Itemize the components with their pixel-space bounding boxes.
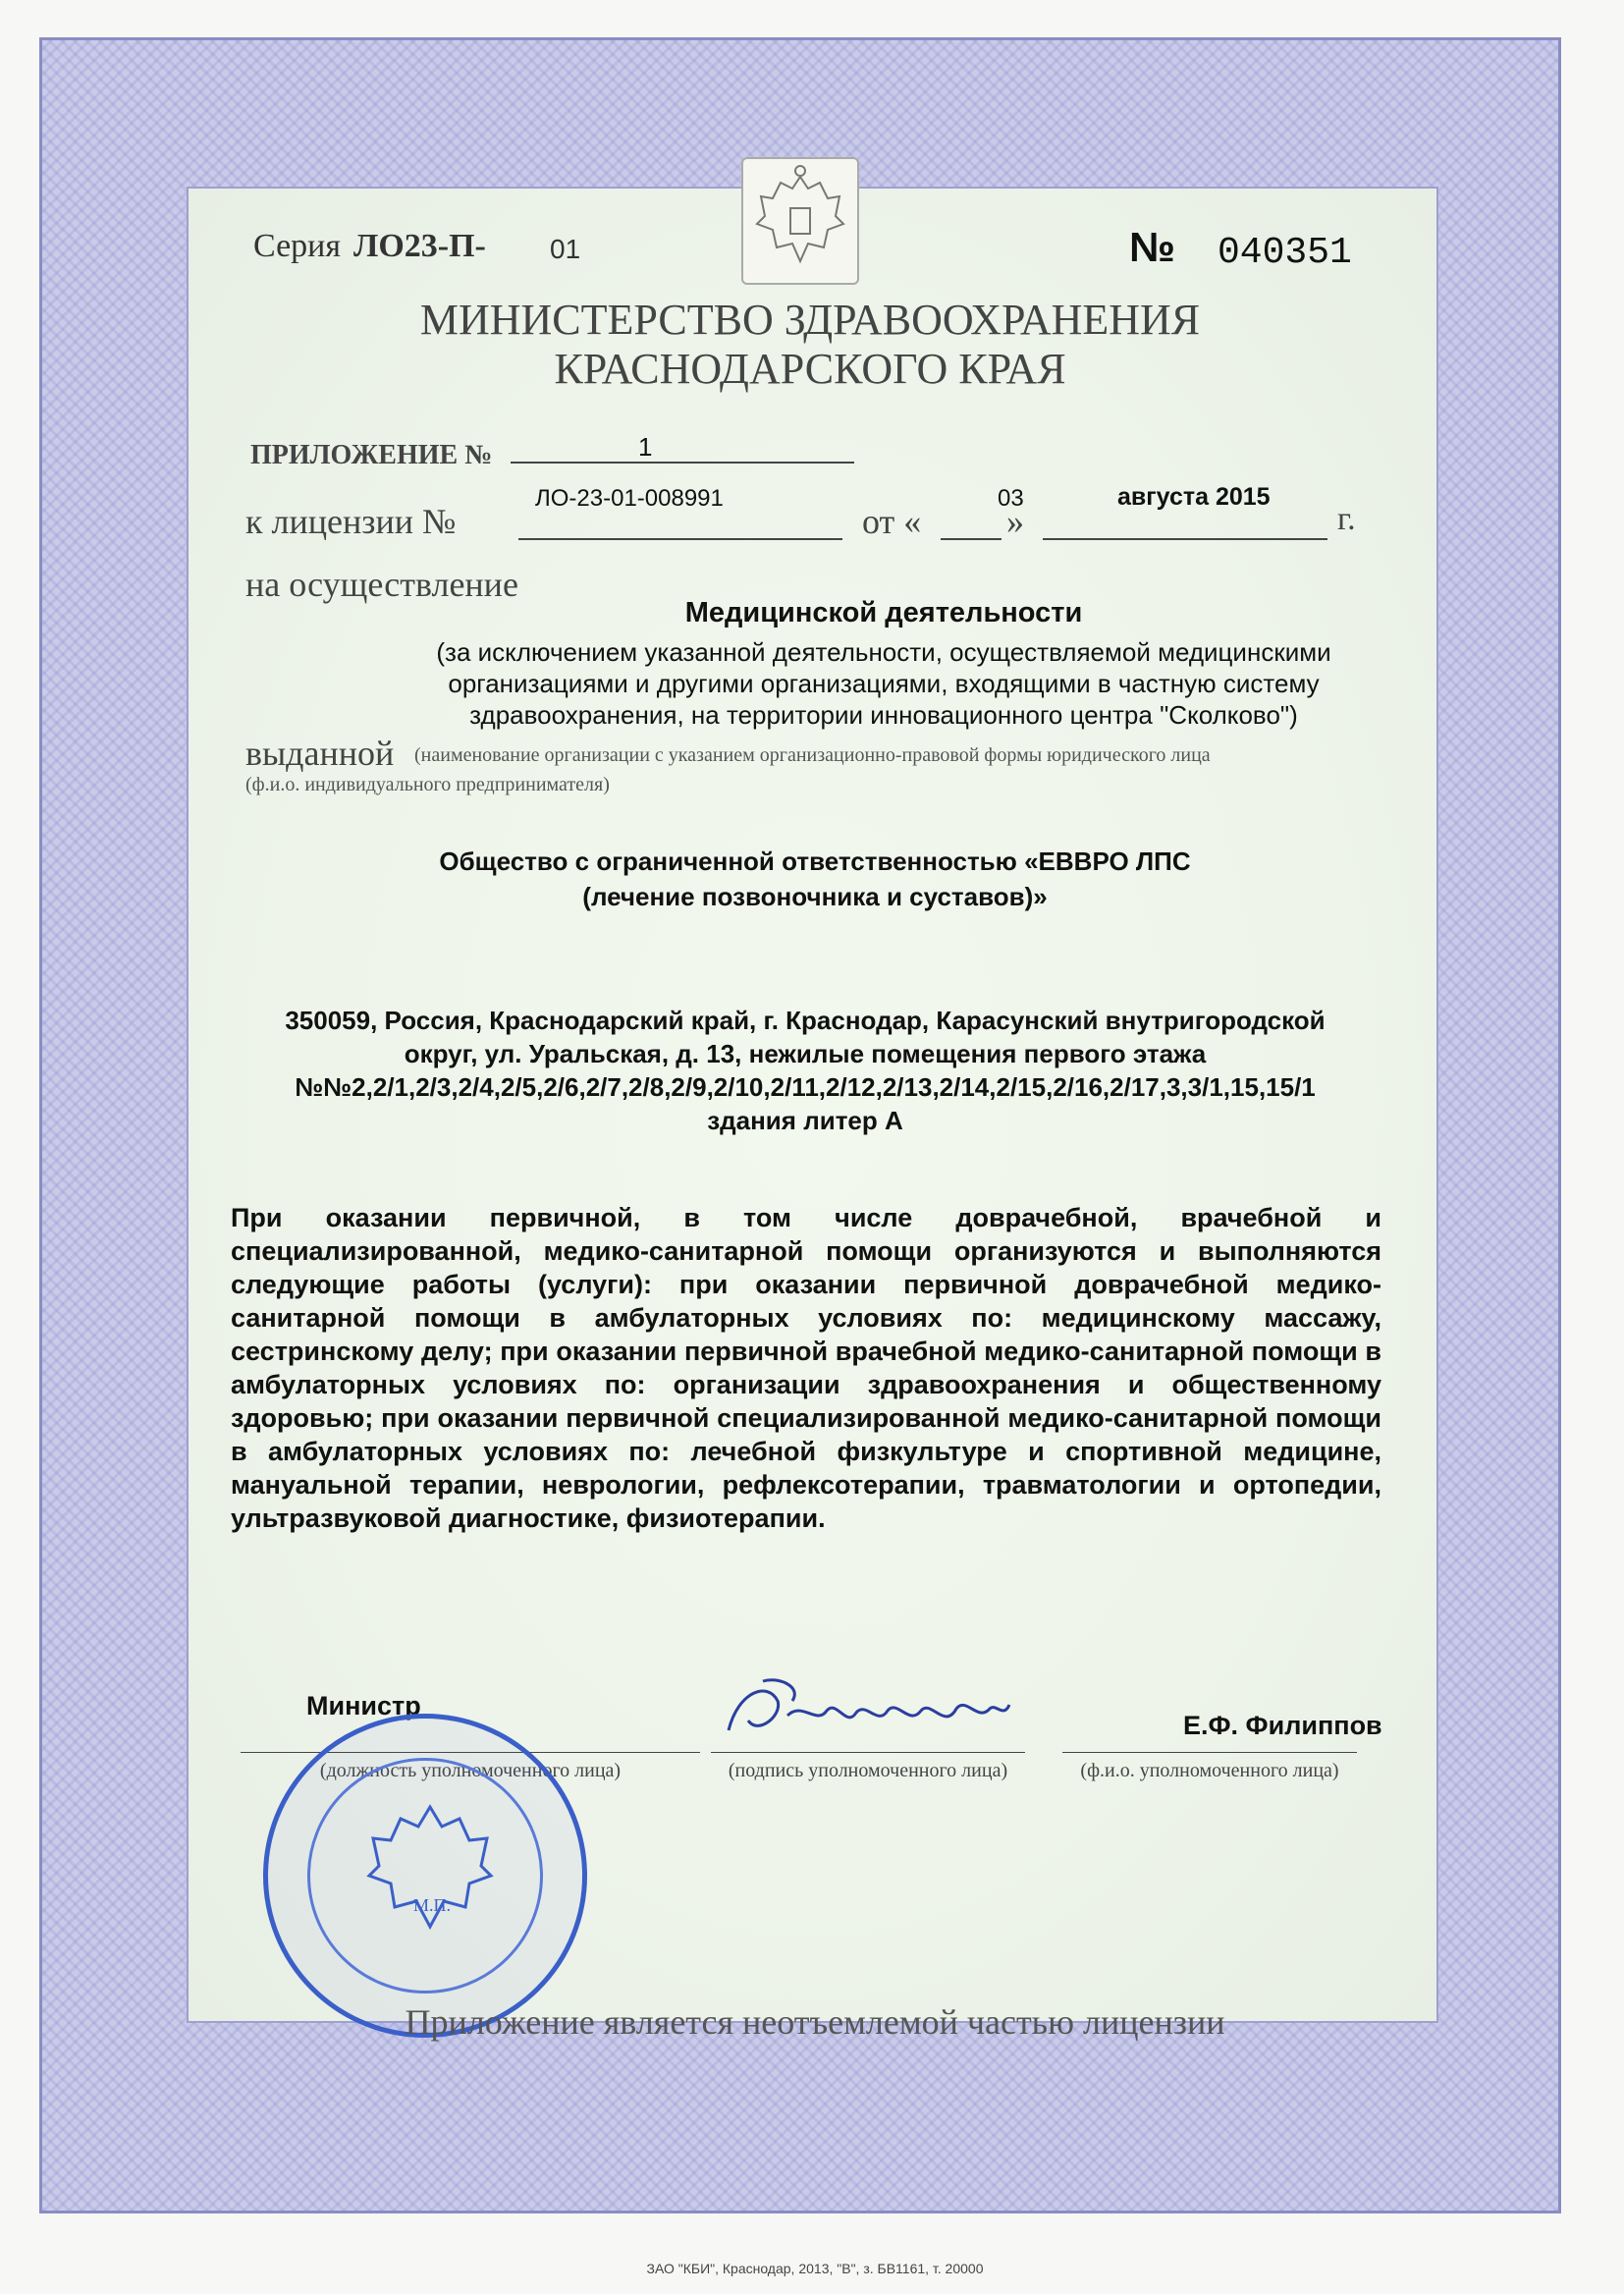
organization-name-line2: (лечение позвоночника и суставов)» — [582, 882, 1048, 911]
license-month-year: августа 2015 — [1117, 483, 1271, 511]
organization-name-line1: Общество с ограниченной ответственностью «ЕВВРО ЛПС — [439, 847, 1191, 876]
day-underline — [941, 538, 1001, 540]
appendix-label: ПРИЛОЖЕНИЕ № — [250, 440, 493, 470]
document-number: 040351 — [1218, 232, 1352, 274]
date-from-label: от « — [862, 502, 922, 541]
address-line2: округ, ул. Уральская, д. 13, нежилые помещения первого этажа — [404, 1039, 1207, 1068]
quote-close: » — [1006, 502, 1024, 541]
coat-of-arms-emblem — [741, 157, 859, 285]
month-underline — [1043, 538, 1327, 540]
eagle-icon — [743, 159, 857, 283]
stamp-eagle-icon — [361, 1797, 499, 1944]
services-paragraph: При оказании первичной, в том числе доврачебной, врачебной и специализированной, медико-санитарной помощи организуются и выполняются следующие работы (услуги): при оказании первичной доврачебной медико-санитарной помощи в амбулаторных условиях по: медицинскому массажу, сестринскому делу; при оказании первичной врачебной медико-санитарной помощи в амбулаторных условиях по: организации здравоохранения и общественному здоровью; при оказании первичной специализированной медико-санитарной помощи в амбулаторных условиях по: лечебной физкультуре и спортивной медицине, мануальной терапии, неврологии, рефлексотерапии, травматологии и ортопедии, ультразвуковой диагностике, физиотерапии. — [231, 1203, 1381, 1533]
print-info: ЗАО "КБИ", Краснодар, 2013, "В", з. БВ1161, т. 20000 — [646, 2261, 984, 2276]
series-code: ЛО23-П- — [353, 228, 486, 264]
issued-hint2: (ф.и.о. индивидуального предпринимателя) — [245, 774, 610, 795]
license-label: к лицензии № — [245, 502, 457, 541]
signature-caption: (подпись уполномоченного лица) — [728, 1760, 1008, 1781]
signatory-position: Министр — [306, 1691, 421, 1720]
series-number: 01 — [550, 234, 581, 264]
appendix-number: 1 — [638, 432, 653, 462]
activity-label: на осуществление — [245, 565, 518, 604]
activity-line3: здравоохранения, на территории инновационного центра "Сколково") — [469, 700, 1298, 730]
position-caption: (должность уполномоченного лица) — [319, 1760, 622, 1781]
address-line4: здания литер А — [707, 1106, 903, 1135]
license-day: 03 — [998, 485, 1024, 512]
issued-hint1: (наименование организации с указанием организационно-правовой формы юридического лица — [414, 744, 1211, 766]
license-underline — [518, 538, 842, 540]
activity-line1: (за исключением указанной деятельности, осуществляемой медицинскими — [436, 637, 1331, 667]
ministry-title-line1: МИНИСТЕРСТВО ЗДРАВООХРАНЕНИЯ — [419, 296, 1201, 344]
appendix-underline — [511, 462, 854, 464]
handwritten-signature — [709, 1662, 1023, 1770]
name-underline — [1062, 1752, 1357, 1753]
ministry-title-line2: КРАСНОДАРСКОГО КРАЯ — [554, 345, 1066, 393]
name-caption: (ф.и.о. уполномоченного лица) — [1080, 1760, 1339, 1781]
number-sign: № — [1129, 224, 1175, 270]
series-label: Серия — [253, 228, 342, 264]
activity-title: Медицинской деятельности — [684, 597, 1083, 628]
address-line1: 350059, Россия, Краснодарский край, г. Краснодар, Карасунский внутригородской — [285, 1006, 1326, 1035]
signature-underline — [711, 1752, 1025, 1753]
official-stamp — [263, 1714, 587, 2038]
license-number: ЛО-23-01-008991 — [535, 485, 724, 512]
issued-label: выданной — [245, 734, 395, 773]
footer-note: Приложение является неотъемлемой частью лицензии — [405, 2002, 1225, 2042]
seal-mark: М.П. — [413, 1895, 452, 1915]
address-line3: №№2,2/1,2/3,2/4,2/5,2/6,2/7,2/8,2/9,2/10,2/11,2/12,2/13,2/14,2/15,2/16,2/17,3,3/1,15,15/1 — [295, 1072, 1316, 1102]
activity-line2: организациями и другими организациями, входящими в частную систему — [448, 669, 1320, 698]
year-suffix: г. — [1337, 501, 1356, 537]
signatory-name: Е.Ф. Филиппов — [1183, 1711, 1382, 1740]
